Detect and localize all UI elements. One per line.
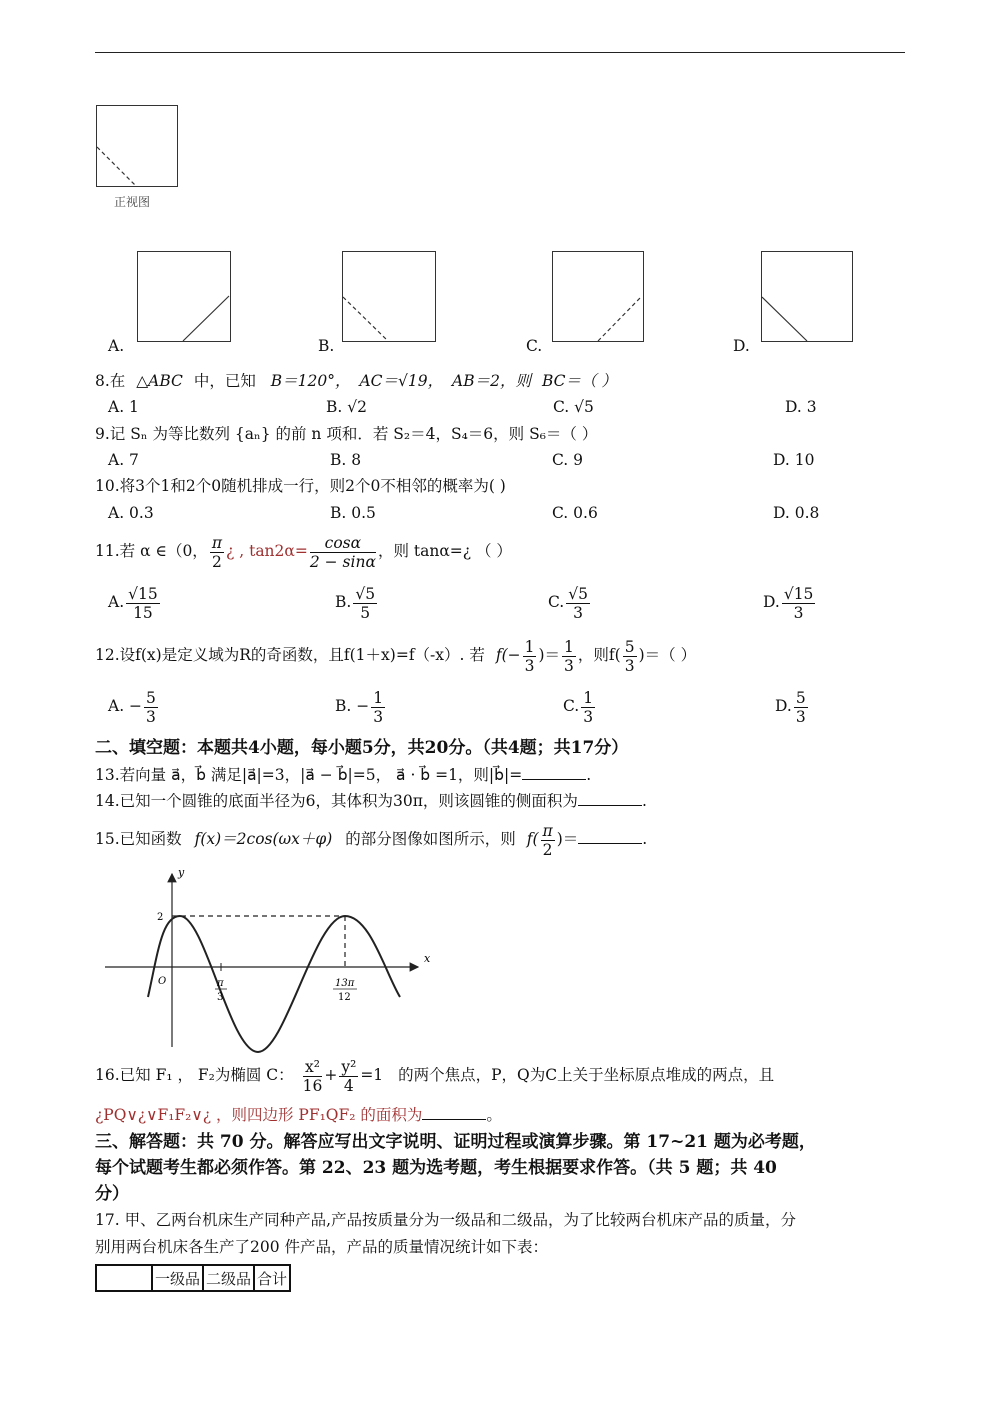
q16-stem-line1: 16.已知 F₁ ， F₂为椭圆 C： $\frac{\text{x²}}{16}$ + $\frac{\text{y²}}{4}$ =1 的两个焦点，P，Q为C上关于坐标原点堆成的两点，且 xyxy=(95,1057,775,1095)
q10-option-c[interactable]: C. 0.6 xyxy=(552,504,598,522)
q12-option-b[interactable]: B. − $\frac{1}{3}$ xyxy=(335,688,384,726)
q14-answer-blank[interactable] xyxy=(578,790,642,806)
option-b-dashed-line xyxy=(342,251,436,342)
q12-stem: 12.设f(x)是定义域为R的奇函数，且f(1＋x)=f（-x）. 若 f(− $\frac{1}{3}$ )＝ $\frac{1}{3}$ ，则f( $\frac{5}{3}$ )＝（ ） xyxy=(95,637,697,675)
section-3-heading-line1: 三、解答题：共 70 分。解答应写出文字说明、证明过程或演算步骤。第 17~21 题为必考题， xyxy=(95,1132,816,1152)
q7-option-a[interactable]: A. xyxy=(108,337,125,355)
table-header-empty xyxy=(96,1265,152,1291)
option-d-solid-line xyxy=(761,251,853,342)
q9-option-a[interactable]: A. 7 xyxy=(108,451,139,469)
q8-option-a[interactable]: A. 1 xyxy=(108,398,139,416)
tick1-denominator: 3 xyxy=(217,992,224,1003)
q7-option-d[interactable]: D. xyxy=(733,337,750,355)
tick1-numerator: π xyxy=(217,978,224,989)
x-axis-label: x xyxy=(424,952,431,965)
q11-option-c[interactable]: C. $\frac{√5}{3}$ xyxy=(548,584,588,622)
table-header-total: 合计 xyxy=(254,1265,290,1291)
front-view-label: 正视图 xyxy=(114,195,151,209)
q16-answer-blank[interactable] xyxy=(422,1104,486,1120)
q9-option-c[interactable]: C. 9 xyxy=(552,451,584,469)
header-rule xyxy=(95,52,905,53)
tick2-denominator: 12 xyxy=(338,992,351,1003)
q8-option-b[interactable]: B. √2 xyxy=(326,398,367,416)
q10-stem: 10.将3个1和2个0随机排成一行，则2个0不相邻的概率为( ) xyxy=(95,477,506,495)
option-a-solid-line xyxy=(137,251,231,342)
q17-table xyxy=(95,1264,291,1292)
q8-stem: 8.在 △ABC 中，已知 B＝120°， AC＝√19， AB＝2，则 BC＝（ ） xyxy=(95,372,617,390)
q11-stem: 11.若 α ∈（0， $\frac{\pi}{2}$ ¿ , tan2α= $\frac{\cos\alpha}{2 - \sin\alpha}$ ，则 tanα=¿ （ ） xyxy=(95,533,512,571)
q10-option-b[interactable]: B. 0.5 xyxy=(330,504,376,522)
y-axis-label: y xyxy=(178,866,185,879)
cosine-curve xyxy=(148,916,400,1052)
q11-option-d[interactable]: D. $\frac{√15}{3}$ xyxy=(763,584,814,622)
q12-option-c[interactable]: C. $\frac{1}{3}$ xyxy=(563,688,594,726)
q8-option-c[interactable]: C. √5 xyxy=(553,398,594,416)
q11-option-b[interactable]: B. $\frac{√5}{5}$ xyxy=(335,584,376,622)
q11-option-a[interactable]: A. $\frac{√15}{15}$ xyxy=(108,584,158,622)
q15-answer-blank[interactable] xyxy=(578,828,642,844)
tick2-numerator: 13π xyxy=(335,978,355,989)
q14-stem: 14.已知一个圆锥的底面半径为6，其体积为30π，则该圆锥的侧面积为 . xyxy=(95,792,647,810)
q12-option-d[interactable]: D. $\frac{5}{3}$ xyxy=(775,688,806,726)
front-view-dashed-line xyxy=(96,105,178,187)
q9-option-d[interactable]: D. 10 xyxy=(773,451,815,469)
q12-option-a[interactable]: A. − $\frac{5}{3}$ xyxy=(108,688,156,726)
q7-option-c[interactable]: C. xyxy=(526,337,543,355)
y-value-two: 2 xyxy=(157,912,164,923)
table-header-first-grade: 一级品 xyxy=(152,1265,203,1291)
q13-answer-blank[interactable] xyxy=(522,764,586,780)
q8-option-d[interactable]: D. 3 xyxy=(785,398,817,416)
q9-option-b[interactable]: B. 8 xyxy=(330,451,362,469)
q17-stem-line1: 17. 甲、乙两台机床生产同种产品,产品按质量分为一级品和二级品，为了比较两台机床产品的质量，分 xyxy=(95,1211,797,1229)
section-2-heading: 二、填空题：本题共4小题，每小题5分，共20分。（共4题；共17分） xyxy=(95,738,629,758)
q13-stem: 13.若向量 a⃗，b⃗ 满足|a⃗|=3，|a⃗ − b⃗|=5， a⃗ · b⃗ =1，则|b⃗|= . xyxy=(95,766,592,784)
q16-stem-line2: ¿PQ∨¿∨F₁F₂∨¿ ，则四边形 PF₁QF₂ 的面积为 。 xyxy=(95,1106,502,1124)
table-header-second-grade: 二级品 xyxy=(203,1265,254,1291)
section-3-heading-line2: 每个试题考生都必须作答。第 22、23 题为选考题，考生根据要求作答。（共 5 题；共 40 xyxy=(95,1158,777,1178)
q10-option-a[interactable]: A. 0.3 xyxy=(108,504,154,522)
q9-stem: 9.记 Sₙ 为等比数列 {aₙ} 的前 n 项和．若 S₂＝4，S₄＝6，则 S₆＝（ ） xyxy=(95,425,598,443)
q10-option-d[interactable]: D. 0.8 xyxy=(773,504,820,522)
table-row xyxy=(96,1265,290,1291)
q17-stem-line2: 别用两台机床各生产了200 件产品，产品的质量情况统计如下表： xyxy=(95,1238,549,1256)
origin-label: O xyxy=(158,976,167,987)
option-c-dashed-line xyxy=(552,251,644,342)
q15-stem: 15.已知函数 f(x)＝2cos(ωx＋φ) 的部分图像如图所示，则 f( $\frac{\pi}{2}$ )＝ . xyxy=(95,821,648,859)
q7-option-b[interactable]: B. xyxy=(318,337,335,355)
cosine-graph xyxy=(100,862,440,1052)
section-3-heading-line3: 分） xyxy=(95,1184,129,1204)
